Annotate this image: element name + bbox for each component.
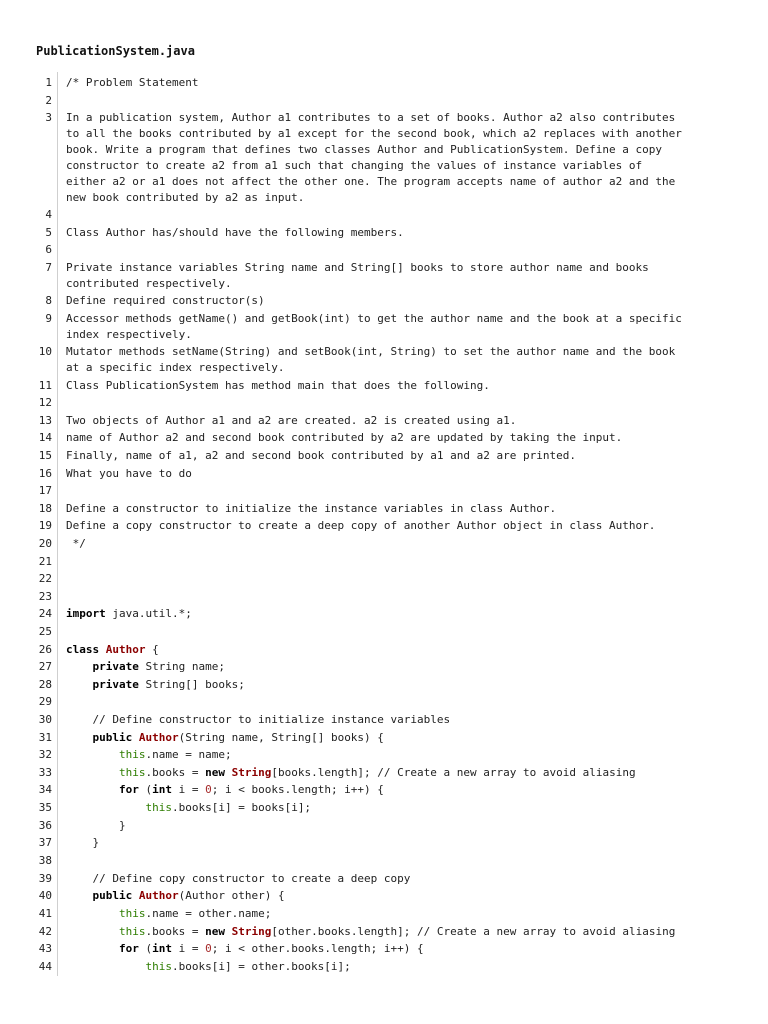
line-text <box>66 712 746 728</box>
line-number: 26 <box>38 643 52 656</box>
code-token: .books = <box>145 766 206 779</box>
code-token <box>132 889 139 902</box>
code-token: (Author other) { <box>178 889 285 902</box>
line-text <box>66 906 746 922</box>
file-title: PublicationSystem.java <box>36 44 195 58</box>
line-number: 43 <box>38 942 52 955</box>
code-token: /* Problem Statement <box>66 76 199 89</box>
line-text <box>66 730 746 746</box>
line-number: 21 <box>38 555 52 568</box>
line-number: 4 <box>45 208 52 221</box>
code-token: ( <box>138 942 153 955</box>
line-text <box>66 747 746 763</box>
code-token: Define a constructor to initialize the instance variables in class Author. <box>66 502 557 515</box>
code-token: // Define constructor to initialize instance variables <box>66 713 451 726</box>
code-token: private <box>92 678 139 691</box>
code-token: this <box>145 801 172 814</box>
code-token: private <box>92 660 139 673</box>
code-token: i = <box>171 942 206 955</box>
line-text <box>66 311 746 343</box>
line-number: 20 <box>38 537 52 550</box>
line-text <box>66 260 746 292</box>
line-text <box>66 413 746 429</box>
code-token: Mutator methods setName(String) and setBook(int, String) to set the author name and the book at a specific index respectively. <box>66 345 676 374</box>
line-text <box>66 466 746 482</box>
code-token <box>66 907 119 920</box>
code-token: class <box>66 643 100 656</box>
line-text <box>66 888 746 904</box>
line-number: 36 <box>38 819 52 832</box>
code-token: name of Author a2 and second book contributed by a2 are updated by taking the input. <box>66 431 623 444</box>
code-token: int <box>152 942 172 955</box>
line-text <box>66 606 746 622</box>
line-text <box>66 959 746 975</box>
line-number: 14 <box>38 431 52 444</box>
code-token: Author <box>138 889 179 902</box>
line-number: 44 <box>38 960 52 973</box>
line-text <box>66 941 746 957</box>
code-token: What you have to do <box>66 467 192 480</box>
line-number: 15 <box>38 449 52 462</box>
code-token: [books.length]; // Create a new array to avoid aliasing <box>271 766 636 779</box>
line-number: 33 <box>38 766 52 779</box>
code-token: java.util.*; <box>105 607 192 620</box>
line-text <box>66 765 746 781</box>
code-token: for <box>118 942 139 955</box>
code-token: this <box>118 766 146 779</box>
line-text <box>66 344 746 376</box>
code-token: } <box>66 836 100 849</box>
code-token: import <box>66 607 106 620</box>
code-token: ; i < other.books.length; i++) { <box>211 942 424 955</box>
line-number: 25 <box>38 625 52 638</box>
code-token: new <box>205 766 225 779</box>
line-text <box>66 293 746 309</box>
code-token: 0 <box>205 942 212 955</box>
code-token: { <box>145 643 159 656</box>
line-text <box>66 430 746 446</box>
code-token <box>66 942 119 955</box>
line-text <box>66 835 746 851</box>
line-number: 8 <box>45 294 52 307</box>
code-token: Define a copy constructor to create a deep copy of another Author object in class Author. <box>66 519 656 532</box>
line-text <box>66 448 746 464</box>
code-token: (String name, String[] books) { <box>178 731 384 744</box>
line-number: 17 <box>38 484 52 497</box>
line-text <box>66 782 746 798</box>
code-token <box>66 960 145 973</box>
line-number: 38 <box>38 854 52 867</box>
code-token: 0 <box>205 783 212 796</box>
line-text <box>66 225 746 241</box>
line-number: 5 <box>45 226 52 239</box>
code-token: public <box>92 731 133 744</box>
code-token: .books[i] = books[i]; <box>171 801 312 814</box>
line-number: 12 <box>38 396 52 409</box>
code-token: */ <box>66 537 86 550</box>
line-number: 41 <box>38 907 52 920</box>
line-number: 2 <box>45 94 52 107</box>
code-token: Author <box>105 643 146 656</box>
line-number: 37 <box>38 836 52 849</box>
line-text <box>66 871 746 887</box>
code-token <box>99 643 106 656</box>
code-token <box>225 766 232 779</box>
line-text <box>66 501 746 517</box>
line-text <box>66 924 746 940</box>
code-token: Class Author has/should have the following members. <box>66 226 404 239</box>
line-number: 11 <box>38 379 52 392</box>
code-token: In a publication system, Author a1 contributes to a set of books. Author a2 also contributes to all the books contributed by a1 except for the second book, which a2 replaces with another book. Write a program that defines two classes Author and PublicationSystem. Define a copy constructor to create a2 from a1 such that changing the values of instance variables of either a2 or a1 does not affect the other one. The program accepts name of author a2 and the new book contributed by a2 as input. <box>66 111 682 204</box>
code-token: this <box>118 907 146 920</box>
code-token: String[] books; <box>138 678 245 691</box>
code-token: this <box>145 960 172 973</box>
code-token <box>66 766 119 779</box>
line-number: 22 <box>38 572 52 585</box>
line-number: 24 <box>38 607 52 620</box>
line-text <box>66 818 746 834</box>
code-token: .books[i] = other.books[i]; <box>171 960 351 973</box>
code-token: new <box>205 925 225 938</box>
code-token <box>66 660 93 673</box>
code-token: String <box>231 925 272 938</box>
code-token <box>66 801 145 814</box>
code-token: .books = <box>145 925 206 938</box>
line-text <box>66 75 746 91</box>
line-number: 19 <box>38 519 52 532</box>
line-number: 30 <box>38 713 52 726</box>
code-token: Two objects of Author a1 and a2 are created. a2 is created using a1. <box>66 414 517 427</box>
line-text <box>66 659 746 675</box>
code-token: String name; <box>138 660 225 673</box>
line-number: 34 <box>38 783 52 796</box>
code-token: Finally, name of a1, a2 and second book contributed by a1 and a2 are printed. <box>66 449 576 462</box>
line-number: 42 <box>38 925 52 938</box>
code-token <box>66 925 119 938</box>
line-number: 23 <box>38 590 52 603</box>
code-token: Class PublicationSystem has method main that does the following. <box>66 379 490 392</box>
code-token: Author <box>138 731 179 744</box>
line-number: 40 <box>38 889 52 902</box>
gutter-divider <box>57 72 58 976</box>
line-number: 6 <box>45 243 52 256</box>
line-text <box>66 642 746 658</box>
line-text <box>66 378 746 394</box>
code-token: ( <box>138 783 153 796</box>
line-text <box>66 677 746 693</box>
line-number: 7 <box>45 261 52 274</box>
code-token: .name = other.name; <box>145 907 272 920</box>
code-token: [other.books.length]; // Create a new array to avoid aliasing <box>271 925 676 938</box>
line-number: 28 <box>38 678 52 691</box>
code-token: public <box>92 889 133 902</box>
line-number: 39 <box>38 872 52 885</box>
code-token <box>66 731 93 744</box>
line-number: 18 <box>38 502 52 515</box>
code-token: Accessor methods getName() and getBook(int) to get the author name and the book at a specific index respectively. <box>66 312 682 341</box>
line-text <box>66 518 746 534</box>
code-token <box>66 889 93 902</box>
code-token: .name = name; <box>145 748 232 761</box>
code-token: this <box>118 925 146 938</box>
code-token: for <box>118 783 139 796</box>
code-token: Private instance variables String name and String[] books to store author name and books contributed respectively. <box>66 261 649 290</box>
line-text <box>66 536 746 552</box>
code-token: Define required constructor(s) <box>66 294 265 307</box>
code-token: String <box>231 766 272 779</box>
line-number: 29 <box>38 695 52 708</box>
line-number: 3 <box>45 111 52 124</box>
line-number: 32 <box>38 748 52 761</box>
line-text <box>66 800 746 816</box>
line-number: 13 <box>38 414 52 427</box>
code-token: // Define copy constructor to create a deep copy <box>66 872 411 885</box>
line-number: 16 <box>38 467 52 480</box>
line-number: 27 <box>38 660 52 673</box>
code-token <box>225 925 232 938</box>
code-token <box>66 678 93 691</box>
code-token: i = <box>171 783 206 796</box>
code-token: } <box>66 819 126 832</box>
code-token <box>66 783 119 796</box>
code-token: this <box>118 748 146 761</box>
line-number: 35 <box>38 801 52 814</box>
line-number: 1 <box>45 76 52 89</box>
line-number: 10 <box>38 345 52 358</box>
line-number: 31 <box>38 731 52 744</box>
line-text <box>66 110 746 206</box>
line-number: 9 <box>45 312 52 325</box>
code-token <box>66 748 119 761</box>
code-token: ; i < books.length; i++) { <box>211 783 384 796</box>
code-token <box>132 731 139 744</box>
code-token: int <box>152 783 172 796</box>
